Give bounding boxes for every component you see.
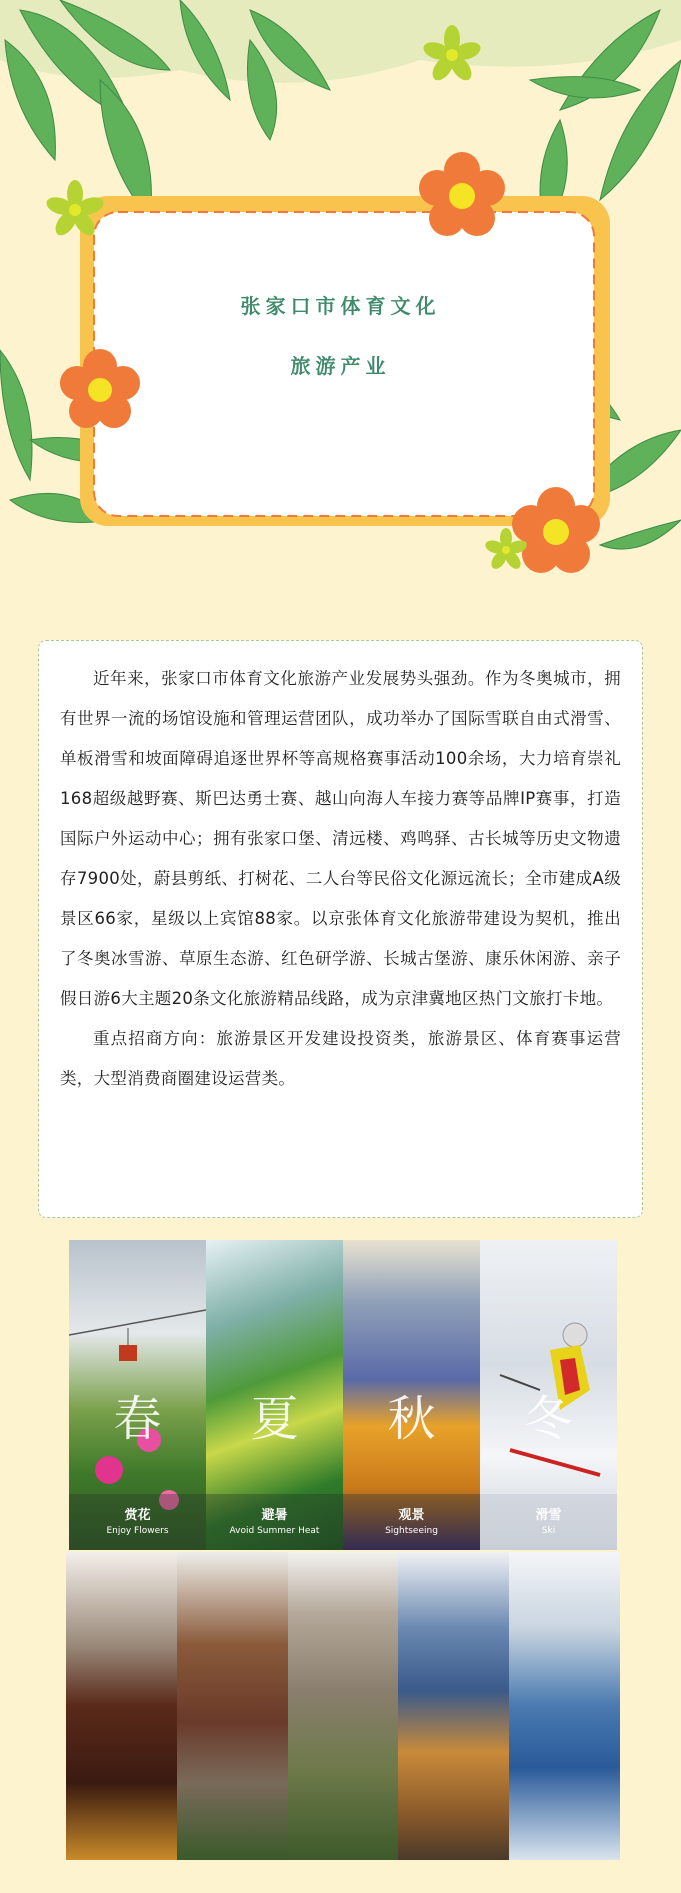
intro-text-card	[38, 640, 643, 1218]
season-label-spring: 赏花	[124, 1508, 151, 1523]
old-street-photo	[66, 1552, 177, 1860]
great-wall-mountain-photo	[288, 1552, 399, 1860]
season-summer-photo	[206, 1240, 343, 1550]
page-title-line-2: 旅游产业	[290, 354, 391, 378]
season-spring-photo	[69, 1240, 206, 1550]
season-caption-autumn	[343, 1494, 480, 1550]
season-caption-winter	[480, 1494, 617, 1550]
four-seasons-banner	[69, 1240, 617, 1550]
landmark-photo-strip	[66, 1552, 620, 1860]
season-char-autumn: 秋	[387, 1391, 436, 1447]
season-caption-summer	[206, 1494, 343, 1550]
intro-paragraph: 近年来，张家口市体育文化旅游产业发展势头强劲。作为冬奥城市，拥有世界一流的场馆设施和管理运营团队，成功举办了国际雪联自由式滑雪、单板滑雪和坡面障碍追逐世界杯等高规格赛事活动100余场，大力培育崇礼168超级越野赛、斯巴达勇士赛、越山向海人车接力赛等品牌IP赛事，打造国际户外运动中心；拥有张家口堡、清远楼、鸡鸣驿、古长城等历史文物遗存7900处，蔚县剪纸、打树花、二人台等民俗文化源远流长；全市建成A级景区66家，星级以上宾馆88家。以京张体育文化旅游带建设为契机，推出了冬奥冰雪游、草原生态游、红色研学游、长城古堡游、康乐休闲游、亲子假日游6大主题20条文化旅游精品线路，成为京津冀地区热门文旅打卡地。	[60, 669, 621, 1008]
season-char-winter: 冬	[524, 1391, 573, 1447]
snowy-great-wall-photo	[509, 1552, 620, 1860]
season-char-spring: 春	[113, 1391, 162, 1447]
season-winter-photo	[480, 1240, 617, 1550]
investment-paragraph: 重点招商方向：旅游景区开发建设投资类，旅游景区、体育赛事运营类，大型消费商圈建设运营类。	[60, 1029, 621, 1088]
season-label-summer: 避暑	[261, 1508, 288, 1523]
flower-top-right	[419, 152, 505, 236]
season-label-winter: 滑雪	[535, 1508, 562, 1523]
rock-formation-photo	[398, 1552, 509, 1860]
season-sublabel-winter: Ski	[541, 1526, 556, 1536]
season-sublabel-spring: Enjoy Flowers	[106, 1526, 169, 1536]
season-autumn-photo	[343, 1240, 480, 1550]
season-caption-spring	[69, 1494, 206, 1550]
drum-tower-photo	[177, 1552, 288, 1860]
season-label-autumn: 观景	[398, 1508, 425, 1523]
season-char-summer: 夏	[250, 1391, 299, 1447]
season-sublabel-summer: Avoid Summer Heat	[229, 1526, 320, 1536]
page-title-line-1: 张家口市体育文化	[240, 294, 441, 318]
season-sublabel-autumn: Sightseeing	[385, 1526, 438, 1536]
